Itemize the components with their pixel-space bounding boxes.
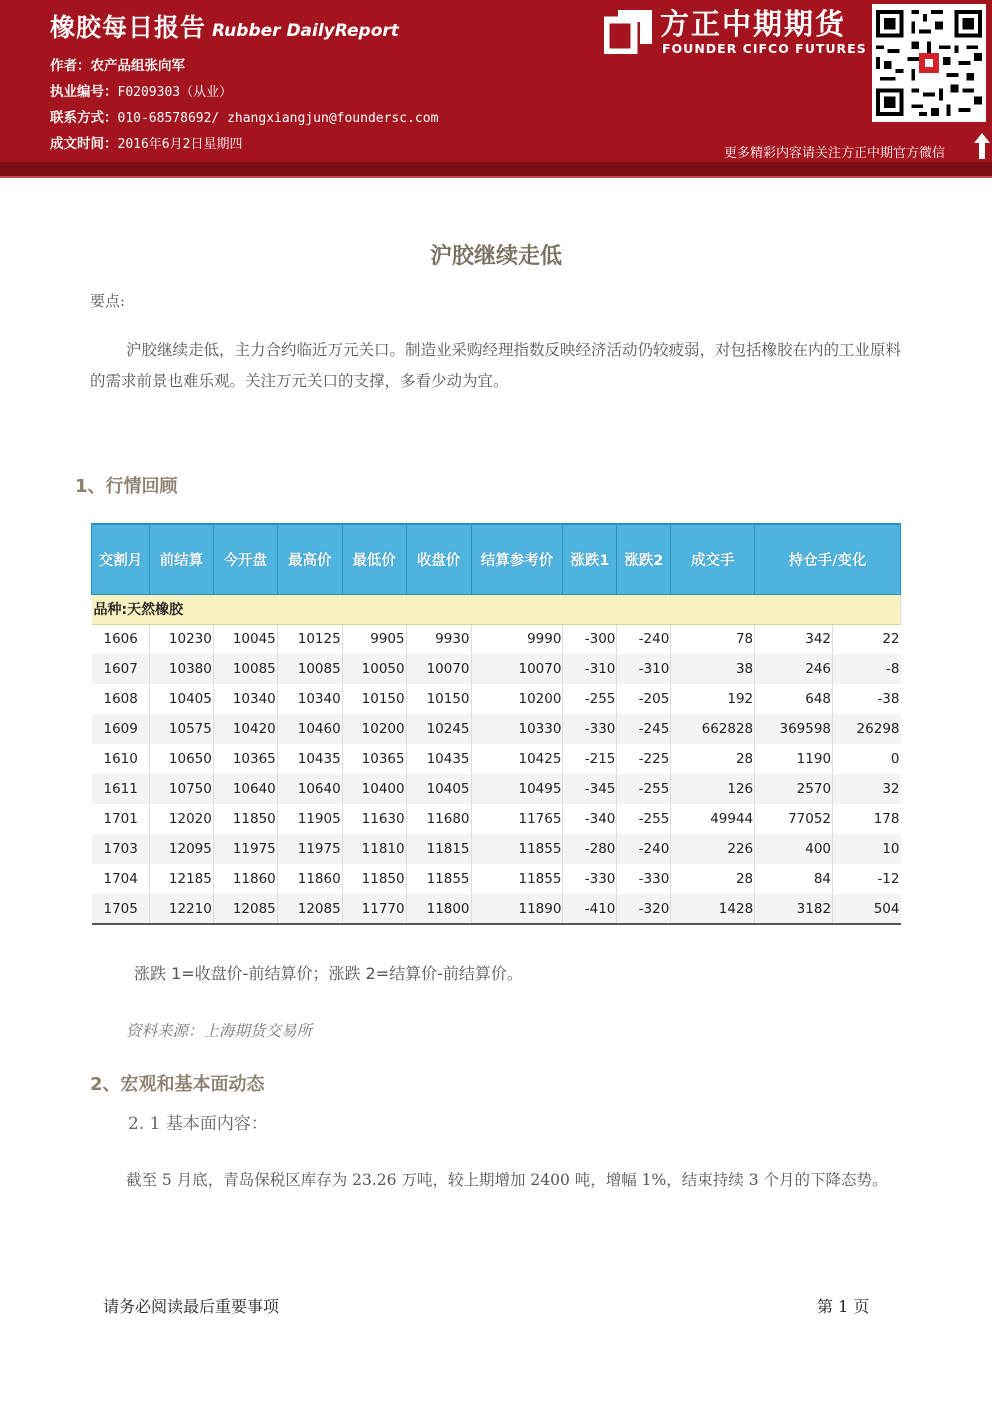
table-row	[92, 864, 901, 894]
table-cell: -345	[563, 774, 617, 804]
table-cell: 11860	[277, 864, 342, 894]
table-cell: 10365	[342, 744, 406, 774]
data-source: 资料来源：上海期货交易所	[126, 1022, 313, 1040]
table-cell: 11850	[342, 864, 406, 894]
column-header: 最低价	[342, 524, 406, 594]
table-cell: -255	[617, 804, 671, 834]
table-cell: 178	[833, 804, 901, 834]
table-cell: 10085	[213, 654, 277, 684]
table-cell: 10050	[342, 654, 406, 684]
report-header	[0, 0, 992, 162]
table-cell: 1428	[671, 894, 755, 924]
page-suffix: 页	[853, 1297, 870, 1316]
fundamentals-text: 截至 5 月底，青岛保税区库存为 23.26 万吨，较上期增加 2400 吨，增幅 1%，结束持续 3 个月的下降态势。	[126, 1171, 888, 1189]
table-cell: 10420	[213, 714, 277, 744]
report-title-cn: 橡胶每日报告	[50, 13, 207, 42]
qr-code-icon	[872, 4, 986, 122]
table-cell: 26298	[833, 714, 901, 744]
table-cell: 10	[833, 834, 901, 864]
table-cell: -410	[563, 894, 617, 924]
table-cell: 246	[755, 654, 833, 684]
summary-text: 沪胶继续走低，主力合约临近万元关口。制造业采购经理指数反映经济活动仍较疲弱，对包括橡胶在内的工业原料的需求前景也难乐观。关注万元关口的支撑，多看少动为宜。	[90, 341, 902, 390]
table-cell: -310	[617, 654, 671, 684]
table-cell: 226	[671, 834, 755, 864]
table-cell: 9990	[471, 624, 563, 654]
table-cell: 28	[671, 864, 755, 894]
author-line	[50, 54, 185, 74]
table-cell: 12210	[149, 894, 213, 924]
table-cell: 1609	[92, 714, 150, 744]
table-cell: 10125	[277, 624, 342, 654]
column-header: 结算参考价	[471, 524, 563, 594]
table-note: 涨跌 1=收盘价-前结算价；涨跌 2=结算价-前结算价。	[134, 964, 523, 983]
table-cell: 1705	[92, 894, 150, 924]
table-cell: 648	[755, 684, 833, 714]
column-header: 涨跌1	[563, 524, 617, 594]
table-cell: 32	[833, 774, 901, 804]
table-cell: 11800	[406, 894, 471, 924]
table-cell: 11850	[213, 804, 277, 834]
table-cell: 11855	[471, 864, 563, 894]
follow-wechat-text: 更多精彩内容请关注方正中期官方微信	[724, 146, 946, 161]
license-number: F0209303（从业）	[117, 85, 233, 100]
table-cell: 11680	[406, 804, 471, 834]
table-cell: 10150	[342, 684, 406, 714]
table-cell: 1610	[92, 744, 150, 774]
table-cell: 12095	[149, 834, 213, 864]
table-cell: 10045	[213, 624, 277, 654]
table-row	[92, 894, 901, 924]
table-row	[92, 654, 901, 684]
table-cell: 10650	[149, 744, 213, 774]
table-cell: 9905	[342, 624, 406, 654]
table-row	[92, 684, 901, 714]
key-points-label: 要点:	[90, 292, 126, 310]
table-cell: -8	[833, 654, 901, 684]
table-cell: 10435	[277, 744, 342, 774]
table-cell: 126	[671, 774, 755, 804]
table-cell: 10330	[471, 714, 563, 744]
table-cell: 369598	[755, 714, 833, 744]
category-label: 品种:天然橡胶	[92, 594, 901, 624]
table-cell: -225	[617, 744, 671, 774]
page-num: 1	[838, 1297, 849, 1316]
table-cell: -255	[563, 684, 617, 714]
company-logo-icon	[604, 8, 654, 54]
table-cell: 1607	[92, 654, 150, 684]
date-line	[50, 132, 242, 152]
table-cell: -330	[617, 864, 671, 894]
table-cell: 12020	[149, 804, 213, 834]
table-cell: 77052	[755, 804, 833, 834]
table-cell: -320	[617, 894, 671, 924]
contact-info[interactable]: 010-68578692/ zhangxiangjun@foundersc.com	[117, 111, 439, 126]
section-market-review: 1、行情回顾	[75, 476, 178, 497]
report-date: 2016年6月2日星期四	[117, 137, 243, 152]
table-cell: 10365	[213, 744, 277, 774]
contact-label: 联系方式：	[50, 110, 118, 126]
table-cell: 78	[671, 624, 755, 654]
contact-line	[50, 106, 438, 126]
category-row	[92, 594, 901, 624]
table-cell: 12085	[277, 894, 342, 924]
table-cell: 0	[833, 744, 901, 774]
table-cell: 38	[671, 654, 755, 684]
company-name-en: FOUNDER CIFCO FUTURES	[662, 41, 867, 56]
table-cell: 10070	[406, 654, 471, 684]
table-row	[92, 624, 901, 654]
table-cell: 1190	[755, 744, 833, 774]
license-label: 执业编号：	[50, 84, 118, 100]
footer-disclaimer: 请务必阅读最后重要事项	[103, 1297, 280, 1316]
page-prefix: 第	[817, 1297, 834, 1316]
table-cell: 10405	[149, 684, 213, 714]
table-cell: 9930	[406, 624, 471, 654]
table-header-row	[92, 524, 901, 594]
table-cell: -280	[563, 834, 617, 864]
table-row	[92, 834, 901, 864]
table-cell: -240	[617, 624, 671, 654]
table-cell: 11770	[342, 894, 406, 924]
table-cell: 3182	[755, 894, 833, 924]
table-cell: 11815	[406, 834, 471, 864]
author-name: 农产品组张向军	[90, 58, 185, 74]
table-cell: -38	[833, 684, 901, 714]
table-cell: 10150	[406, 684, 471, 714]
date-label: 成文时间：	[50, 136, 118, 152]
subsection-fundamentals: 2. 1 基本面内容：	[128, 1114, 268, 1134]
table-cell: 10640	[213, 774, 277, 804]
table-row	[92, 744, 901, 774]
column-header: 今开盘	[213, 524, 277, 594]
futures-quote-table	[91, 523, 901, 925]
column-header: 收盘价	[406, 524, 471, 594]
table-cell: 10405	[406, 774, 471, 804]
table-cell: 10425	[471, 744, 563, 774]
page-title: 沪胶继续走低	[429, 244, 562, 269]
table-cell: 84	[755, 864, 833, 894]
table-cell: 662828	[671, 714, 755, 744]
table-cell: -255	[617, 774, 671, 804]
table-cell: -205	[617, 684, 671, 714]
table-cell: 1704	[92, 864, 150, 894]
table-cell: 12085	[213, 894, 277, 924]
table-cell: 10200	[342, 714, 406, 744]
table-cell: -330	[563, 864, 617, 894]
table-cell: -240	[617, 834, 671, 864]
table-cell: 10245	[406, 714, 471, 744]
table-cell: 10495	[471, 774, 563, 804]
table-cell: 28	[671, 744, 755, 774]
table-cell: 11860	[213, 864, 277, 894]
table-cell: 11810	[342, 834, 406, 864]
table-cell: 1611	[92, 774, 150, 804]
fundamentals-paragraph	[90, 1160, 902, 1200]
table-cell: 10400	[342, 774, 406, 804]
table-cell: 10460	[277, 714, 342, 744]
table-cell: -340	[563, 804, 617, 834]
column-header: 涨跌2	[617, 524, 671, 594]
table-cell: -300	[563, 624, 617, 654]
table-cell: 22	[833, 624, 901, 654]
arrow-up-icon	[974, 133, 990, 159]
report-title-en: Rubber DailyReport	[212, 21, 399, 41]
table-cell: 192	[671, 684, 755, 714]
table-cell: 10085	[277, 654, 342, 684]
report-title	[50, 8, 399, 44]
table-cell: 10435	[406, 744, 471, 774]
table-cell: 11975	[213, 834, 277, 864]
table-cell: 10640	[277, 774, 342, 804]
table-cell: 1703	[92, 834, 150, 864]
summary-paragraph	[90, 335, 902, 397]
header-stripe	[0, 162, 992, 176]
table-cell: 11855	[471, 834, 563, 864]
table-cell: 10340	[213, 684, 277, 714]
column-header: 最高价	[277, 524, 342, 594]
table-row	[92, 714, 901, 744]
header-stripe-accent	[0, 176, 992, 178]
author-label: 作者：	[50, 58, 91, 74]
table-cell: 1608	[92, 684, 150, 714]
table-row	[92, 774, 901, 804]
table-cell: 10575	[149, 714, 213, 744]
page-number	[817, 1294, 869, 1317]
section-macro-fundamentals: 2、宏观和基本面动态	[90, 1074, 265, 1095]
table-cell: 10380	[149, 654, 213, 684]
company-name-cn: 方正中期期货	[660, 7, 847, 41]
license-line	[50, 80, 232, 100]
table-cell: 11855	[406, 864, 471, 894]
column-header: 交割月	[92, 524, 150, 594]
table-cell: 11890	[471, 894, 563, 924]
table-cell: 12185	[149, 864, 213, 894]
table-cell: -310	[563, 654, 617, 684]
column-header: 持仓手/变化	[755, 524, 901, 594]
table-cell: 49944	[671, 804, 755, 834]
table-cell: 400	[755, 834, 833, 864]
column-header: 前结算	[149, 524, 213, 594]
table-cell: -330	[563, 714, 617, 744]
table-cell: 11630	[342, 804, 406, 834]
table-cell: 1701	[92, 804, 150, 834]
table-cell: 11905	[277, 804, 342, 834]
table-cell: -12	[833, 864, 901, 894]
table-cell: 10750	[149, 774, 213, 804]
table-cell: 342	[755, 624, 833, 654]
table-cell: 10230	[149, 624, 213, 654]
table-cell: 504	[833, 894, 901, 924]
table-cell: 10200	[471, 684, 563, 714]
table-cell: -215	[563, 744, 617, 774]
table-cell: 10070	[471, 654, 563, 684]
table-cell: 11975	[277, 834, 342, 864]
table-cell: 2570	[755, 774, 833, 804]
table-cell: 10340	[277, 684, 342, 714]
table-cell: -245	[617, 714, 671, 744]
table-row	[92, 804, 901, 834]
table-cell: 11765	[471, 804, 563, 834]
table-cell: 1606	[92, 624, 150, 654]
column-header: 成交手	[671, 524, 755, 594]
